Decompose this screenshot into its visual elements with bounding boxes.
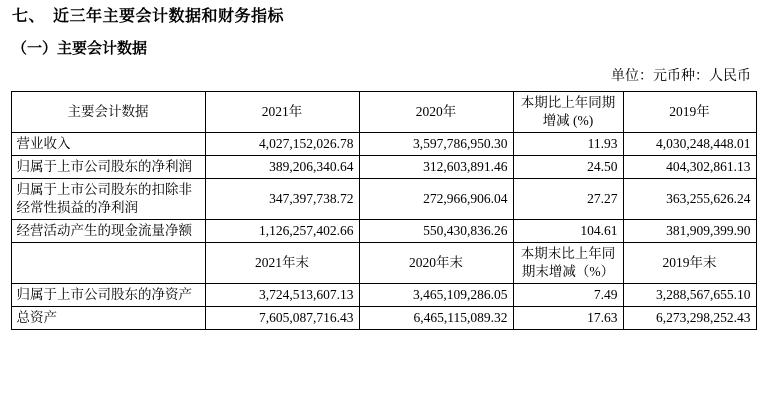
section-number: 七、 — [12, 8, 46, 25]
subheader-cell-change: 本期末比上年同期末增减（%） — [513, 243, 623, 284]
row-value-change: 17.63 — [513, 307, 623, 330]
row-value-2020: 3,597,786,950.30 — [359, 133, 513, 156]
document-page — [0, 6, 767, 412]
row-value-2019: 6,273,298,252.43 — [623, 307, 756, 330]
row-value-2021: 3,724,513,607.13 — [205, 284, 359, 307]
section-title: 近三年主要会计数据和财务指标 — [53, 8, 285, 25]
row-value-2021: 4,027,152,026.78 — [205, 133, 359, 156]
row-value-2020: 6,465,115,089.32 — [359, 307, 513, 330]
table-row — [11, 307, 756, 330]
header-cell-change: 本期比上年同期增减 (%) — [513, 92, 623, 133]
row-label: 归属于上市公司股东的净利润 — [11, 156, 205, 179]
table-row — [11, 133, 756, 156]
row-value-2020: 272,966,906.04 — [359, 179, 513, 220]
row-value-2020: 3,465,109,286.05 — [359, 284, 513, 307]
row-label: 归属于上市公司股东的净资产 — [11, 284, 205, 307]
row-value-2019: 404,302,861.13 — [623, 156, 756, 179]
row-value-change: 24.50 — [513, 156, 623, 179]
row-value-2019: 381,909,399.90 — [623, 220, 756, 243]
subheader-cell-2021: 2021年末 — [205, 243, 359, 284]
row-value-change: 7.49 — [513, 284, 623, 307]
row-value-change: 11.93 — [513, 133, 623, 156]
table-header-row — [11, 92, 756, 133]
subsection-heading: （一）主要会计数据 — [12, 41, 148, 57]
row-value-2020: 550,430,836.26 — [359, 220, 513, 243]
subheader-cell-label — [11, 243, 205, 284]
row-value-2019: 363,255,626.24 — [623, 179, 756, 220]
header-cell-2019: 2019年 — [623, 92, 756, 133]
subheader-cell-2019: 2019年末 — [623, 243, 756, 284]
header-cell-2021: 2021年 — [205, 92, 359, 133]
table-row — [11, 284, 756, 307]
row-label: 总资产 — [11, 307, 205, 330]
row-value-2021: 389,206,340.64 — [205, 156, 359, 179]
subheader-cell-2020: 2020年末 — [359, 243, 513, 284]
row-value-2019: 3,288,567,655.10 — [623, 284, 756, 307]
row-value-2021: 347,397,738.72 — [205, 179, 359, 220]
section-heading — [12, 6, 757, 28]
row-label: 经营活动产生的现金流量净额 — [11, 220, 205, 243]
header-cell-label: 主要会计数据 — [11, 92, 205, 133]
table-row — [11, 179, 756, 220]
row-value-change: 104.61 — [513, 220, 623, 243]
table-row — [11, 220, 756, 243]
row-label: 营业收入 — [11, 133, 205, 156]
header-cell-2020: 2020年 — [359, 92, 513, 133]
row-value-2021: 1,126,257,402.66 — [205, 220, 359, 243]
table-subheader-row — [11, 243, 756, 284]
financial-data-table — [11, 91, 757, 330]
row-value-change: 27.27 — [513, 179, 623, 220]
unit-note: 单位：元币种：人民币 — [611, 69, 751, 84]
row-value-2019: 4,030,248,448.01 — [623, 133, 756, 156]
row-value-2020: 312,603,891.46 — [359, 156, 513, 179]
table-row — [11, 156, 756, 179]
row-value-2021: 7,605,087,716.43 — [205, 307, 359, 330]
row-label: 归属于上市公司股东的扣除非经常性损益的净利润 — [11, 179, 205, 220]
